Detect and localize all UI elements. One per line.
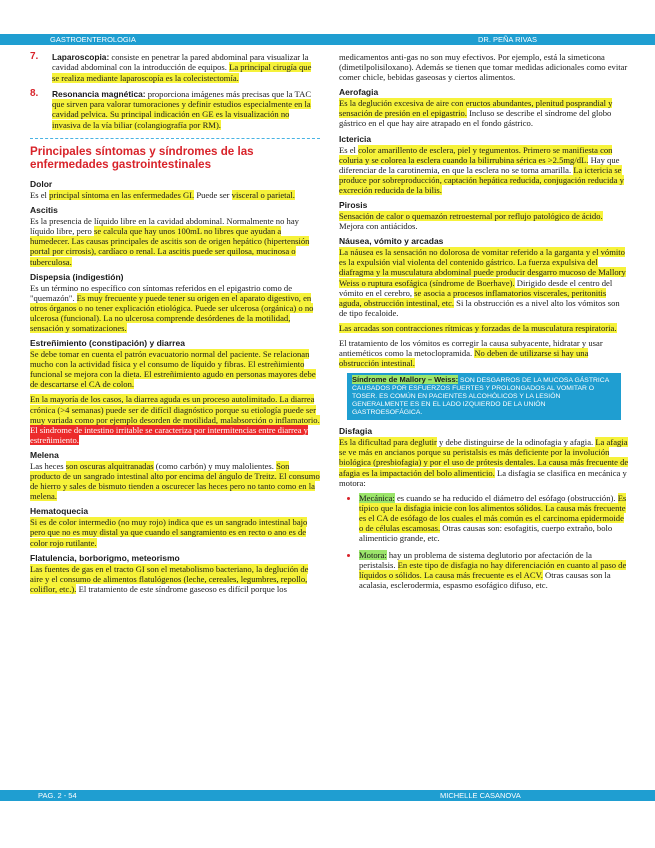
highlighted-text: La principal cirugía que se realiza mediante laparoscopía es la colecistectomía. [52,62,312,83]
left-column [30,52,320,599]
highlighted-text: son oscuras alquitranadas [65,460,154,471]
paragraph-hematoquecia [30,517,320,547]
paragraph-aerofagia [339,98,629,128]
highlighted-text: Si es de color intermedio (no muy rojo) indica que es un sangrado intestinal bajo pero que no es muy distal ya que cuando el sangramiento es en recto o ano es de color rojo rutilante. [30,517,308,548]
text: Dirigido desde el centro del vómito en el cerebro, [339,277,613,298]
text: Es la presencia de líquido libre en la cavidad abdominal. Normalmente no hay líquido libre, pero [30,216,299,237]
item-title: Laparoscopia: [52,52,110,62]
paragraph-dispepsia [30,283,320,333]
paragraph-continuation [339,52,629,82]
item-text: proporciona imágenes más precisas que la TAC [145,88,312,99]
section-title: Principales síntomas y síndromes de las enfermedades gastrointestinales [30,145,254,172]
subtitle-hematoquecia: Hematoquecia [30,506,89,517]
highlighted-text: Primero se manifiesta con coluria y se colorea la esclera cuando la bilirrubina sérica es >2.5mg/dL. [339,144,613,165]
item-resonancia [30,89,320,130]
highlighted-text: se calcula que hay unos 100mL no libres que ayudan a humedecer. [30,226,282,247]
page-footer [0,790,655,801]
right-column [339,52,629,598]
highlighted-text: Es muy frecuente y puede tener su origen en el aparato digestivo, en otros órganos o no tener explicación etiológica. [30,292,312,313]
highlighted-text: Su principal indicación en GE es la visualización no invasiva de la vía biliar (colangiografía por RM). [52,109,290,130]
text: Es el [339,144,359,155]
red-highlighted-text: El síndrome de intestino irritable se caracteriza por intermitencias entre diarrea y estreñimiento. [30,424,308,445]
highlighted-text: Las arcadas son contracciones rítmicas y forzadas de la musculatura respiratoria. [339,322,617,333]
highlighted-text: La afagia se ve más en ancianos porque su peristalsis es más deficiente por la involución biológica (presbiofagia) y por el uso de prótesis dentales. [339,437,628,468]
green-label: Mecánica: [359,492,395,503]
green-label: Motora: [359,550,387,561]
subtitle-dispepsia: Dispepsia (indigestión) [30,271,124,282]
highlighted-text: Son producto de un sangrado intestinal alto por encima del ángulo de Treitz. El consumo de hierro y sales de bismuto tienden a oscurecer las heces pero no tanto como en la melena. [30,460,320,502]
paragraph-melena [30,461,320,501]
text: hay un problema de sistema deglutorio por afectación de la peristalsis. [359,550,592,571]
paragraph-nausea [339,247,629,318]
highlighted-text: La náusea es la sensación no dolorosa de vomitar referido a la garganta y el vómito es la expulsión vial violenta del contenido gástrico. La fuerza expulsiva del diafragma y la musculatura abdominal puede producir desgarro mucoso de Mallory Weiss o ruptura esofágica (síndrome de Boerhave). [339,247,626,288]
item-title: Resonancia magnética: [52,88,146,99]
subtitle-flatulencia: Flatulencia, borborigmo, meteorismo [30,552,180,563]
list-item-mecanica [359,493,629,543]
item-number: 7. [30,51,39,62]
text: medicamentos anti-gas no son muy efectivos. Por ejemplo, está la simeticona (dimetilpolisiloxano). Además se tienen que tomar medidas adicionales como evitar comer chicle, bebidas gaseosas y ciertos alimentos. [339,52,628,83]
text: Las heces [30,460,66,471]
text: El tratamiento de los vómitos es corregir la causa subyacente, hidratar y usar antieméticos como la metoclopramida. [339,337,603,359]
callout-title: Síndrome de Mallory – Weiss: [352,375,459,385]
highlighted-text: En este tipo de disfagia no hay diferenciación en cuanto al paso de líquidos o sólidos. La causa más frecuente es el ACV. [359,560,627,581]
text: Mejora con antiácidos. [339,221,418,232]
paragraph-ascitis [30,216,320,266]
text: es cuando se ha reducido el diámetro del esófago (obstrucción). [394,492,618,503]
highlighted-text: visceral o parietal. [231,190,295,201]
highlighted-text: que sirven para valorar tumoraciones y definir estudios especialmente en la cavidad pelvica. [52,99,311,120]
subtitle-dolor: Dolor [30,179,53,190]
subtitle-pirosis: Pirosis [339,200,368,211]
item-laparoscopia [30,52,320,83]
text: Puede ser [194,190,232,201]
highlighted-text: Es típico que la disfagia inicie con los alimentos sólidos. La causa más frecuente es el CA de esófago de los cuales el más común es el carcinoma epidermoide o de células escamosas. [359,492,627,533]
subtitle-melena: Melena [30,449,59,460]
highlighted-text: La ictericia se produce por sobreproducción, captación hepática reducida, conjugación reducida y excreción reducida de la bilis. [339,164,624,195]
header-professor: DR. PEÑA RIVAS [478,35,538,44]
paragraph-diarrea [30,394,320,444]
highlighted-text: Es la deglución excesiva de aire con eructos abundantes, plenitud posprandial y sensación de presión en el epigastrio. [339,98,613,119]
text: (como carbón) y muy malolientes. [153,460,277,471]
subtitle-aerofagia: Aerofagia [339,87,379,98]
paragraph-pirosis [339,211,629,231]
highlighted-text: Es la dificultad para deglutir [339,437,437,448]
text: La disfagia se clasifica en mecánica y motora: [339,467,627,488]
subtitle-ictericia: Ictericia [339,133,372,144]
section-divider [30,138,320,139]
mallory-weiss-callout [347,373,621,420]
paragraph-tratamiento [339,338,629,368]
callout-text: ES COMÚN EN PACIENTES ALCOHÓLICOS Y LA LESIÓN GENERALMENTE ES EN EL LADO IZQUIERDO DE LA UNIÓN GASTROESOFÁGICA. [352,393,561,417]
highlighted-text: No deben de utilizarse si hay una obstrucción intestinal. [339,348,589,369]
list-item-motora [359,550,629,590]
highlighted-text: principal síntoma en las enfermedades GI. [49,190,195,201]
text: Hay que diferenciar de la carotinemia, en que la esclera no se torna amarilla. [339,154,620,175]
text: Incluso se describe el síndrome del globo gástrico en el que hay aire atrapado en el fondo gástrico. [339,108,612,129]
page-header [0,34,655,45]
highlighted-text: En la mayoría de los casos, la diarrea aguda es un proceso autolimitado. La diarrea crónica (>4 semanas) puede ser de difícil diagnóstico porque su etiología puede ser muy variada como por ejemplo desorden de motilidad, malabsorción o inflamatorio. [30,394,320,425]
subtitle-estrenimiento: Estreñimiento (constipación) y diarrea [30,338,185,349]
text: Es el [30,190,50,201]
highlighted-text: Las fuentes de gas en el tracto GI son el metabolismo bacteriano, la deglución de aire y el consumo de alimentos flatulógenos (leche, cereales, legumbres, repollo, coliflor, etc.). [30,563,309,594]
subtitle-nausea: Náusea, vómito y arcadas [339,236,444,247]
highlighted-text: color amarillento de esclera, piel y tegumentos. [358,144,521,155]
paragraph-flatulencia [30,564,320,594]
header-subject: GASTROENTEROLOGIA [50,35,136,44]
text: Otras causas son la acalasia, esclerodermia, espasmo esofágico difuso, etc. [359,570,611,591]
item-number: 8. [30,87,39,99]
callout-text: SON DESGARROS DE LA MUCOSA GÁSTRICA CAUSADOS POR ESFUERZOS FUERTES Y PROLONGADOS AL VOMITAR O TOSER. [352,377,609,401]
highlighted-text: Se debe tomar en cuenta el patrón evacuatorio normal del paciente. Se relacionan mucho con la actividad física y el consumo de líquido y fibras. El estreñimiento funcional se mejora con la dieta. El estreñimiento agudo en personas mayores debe de descartarse el CA de colon. [30,349,316,390]
subtitle-disfagia: Disfagia [339,426,373,437]
paragraph-estrenimiento [30,349,320,389]
text: Es un término no específico con síntomas referidos en el epigastrio como de "quemazón". [30,282,293,303]
highlighted-text: se asocia a procesos inflamatorios viscerales, peritonitis aguda, obstrucción intestinal, etc. [339,287,607,308]
disfagia-list [339,493,629,591]
paragraph-disfagia [339,437,629,487]
highlighted-text: La causa más frecuente de afagia es la impactación del bolo alimenticio. [339,457,629,478]
highlighted-text: Sensación de calor o quemazón retroesternal por reflujo patológico de ácido. [339,211,603,222]
footer-author: MICHELLE CASANOVA [440,791,521,800]
footer-page-number: PAG. 2 - 54 [38,791,77,800]
text: y debe distinguirse de la odinofagia y afagia. [436,437,596,448]
highlighted-text: Las causas principales de ascitis son de origen hepático (hipertensión portal por cirrosis), cardíaco o renal. La ascitis puede ser quilosa, mucinosa o tuberculosa. [30,236,310,267]
item-text: consiste en penetrar la pared abdominal para visualizar la cavidad abdominal con la introducción de equipos. [52,52,309,73]
text: Otras causas son: esofagitis, cuerpo extraño, bolo alimenticio grande, etc. [359,523,613,544]
text: El tratamiento de este síndrome gaseoso es difícil porque los [76,583,287,594]
text: Si la obstrucción es a nivel alto los vómitos son de tipo fecaloide. [339,297,620,318]
paragraph-arcadas [339,323,629,333]
subtitle-ascitis: Ascitis [30,205,58,216]
paragraph-ictericia [339,145,629,195]
highlighted-text: Puede ser ulcerosa (orgánica) o no ulcerosa (funcional). La no ulcerosa comprende desórdenes de la motilidad, sensación y somatizaciones. [30,302,314,334]
paragraph-dolor [30,190,320,200]
